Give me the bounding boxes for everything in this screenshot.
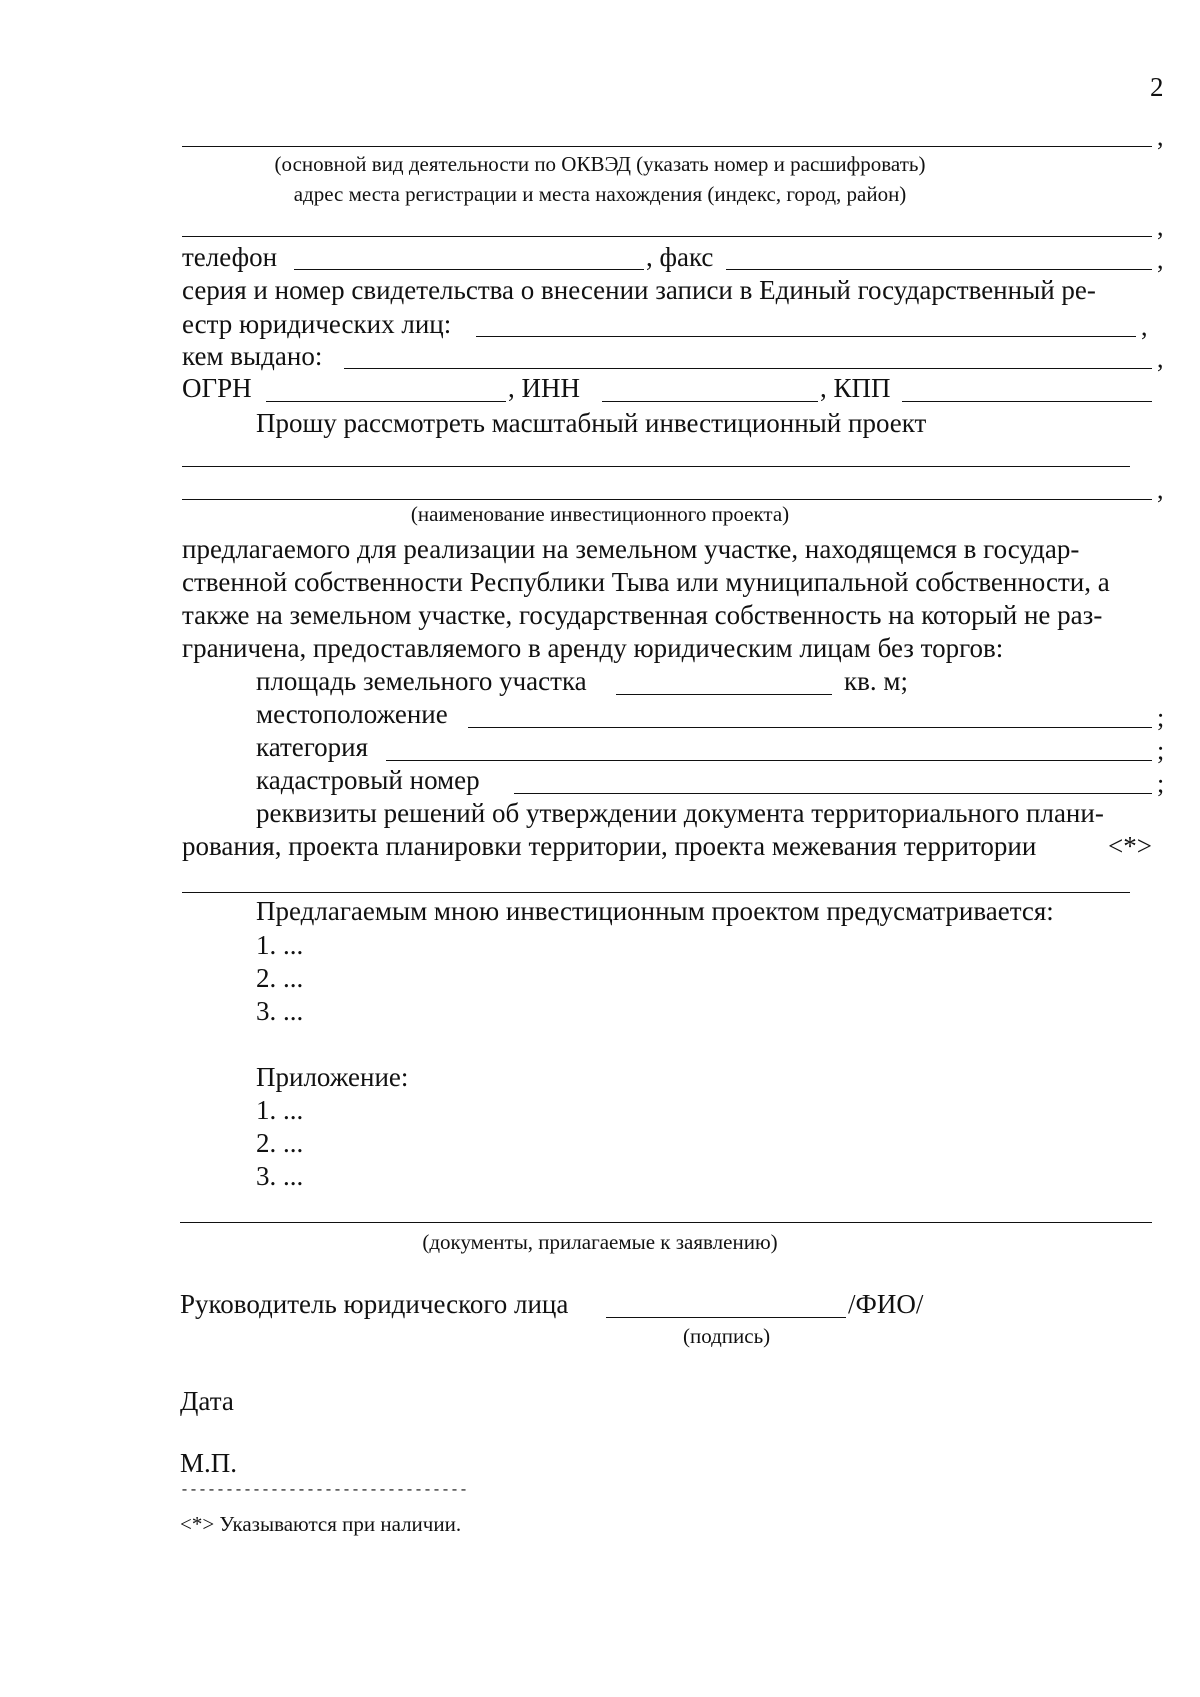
provides-item-1: 1. ... <box>256 930 304 960</box>
okved-comma: , <box>1157 122 1164 151</box>
requisites-field-line[interactable] <box>182 892 1130 893</box>
provides-item-2: 2. ... <box>256 963 304 993</box>
address-caption: адрес места регистрации и места нахождения (индекс, город, район) <box>293 182 907 206</box>
appendix-item-1: 1. ... <box>256 1095 304 1125</box>
okved-field-line[interactable] <box>182 146 1152 147</box>
documents-field-line[interactable] <box>180 1222 1152 1223</box>
phone-field-line[interactable] <box>294 269 644 270</box>
certificate-label-line1: серия и номер свидетельства о внесении записи в Единый государственный ре- <box>182 275 1096 305</box>
area-label: площадь земельного участка <box>256 666 587 696</box>
fax-field-line[interactable] <box>726 269 1152 270</box>
fio-label: /ФИО/ <box>848 1289 924 1319</box>
location-semicolon: ; <box>1157 703 1165 732</box>
date-label: Дата <box>180 1386 234 1416</box>
issued-by-comma: , <box>1157 344 1164 373</box>
cadastral-label: кадастровый номер <box>256 765 480 795</box>
fax-comma: , <box>1157 245 1164 274</box>
area-unit: кв. м; <box>844 666 908 696</box>
head-label: Руководитель юридического лица <box>180 1289 569 1319</box>
certificate-field-line[interactable] <box>476 336 1136 337</box>
paragraph-line-3: также на земельном участке, государственная собственность на который не раз- <box>182 600 1103 630</box>
category-label: категория <box>256 732 369 762</box>
issued-by-label: кем выдано: <box>182 341 323 371</box>
inn-label: , ИНН <box>508 373 580 403</box>
signature-field-line[interactable] <box>606 1317 846 1318</box>
paragraph-line-4: граничена, предоставляемого в аренду юридическим лицам без торгов: <box>182 633 1004 663</box>
issued-by-field-line[interactable] <box>344 368 1152 369</box>
requisites-footnote-mark: <*> <box>1108 831 1152 861</box>
address-comma: , <box>1157 212 1164 241</box>
area-field-line[interactable] <box>616 694 832 695</box>
project-name-comma: , <box>1157 475 1164 504</box>
requisites-line-2: рования, проекта планировки территории, проекта межевания территории <box>182 831 1037 861</box>
footnote-separator: -------------------------------- <box>180 1482 469 1499</box>
inn-field-line[interactable] <box>602 401 818 402</box>
okved-caption: (основной вид деятельности по ОКВЭД (указать номер и расшифровать) <box>274 152 926 176</box>
location-label: местоположение <box>256 699 448 729</box>
paragraph-line-1: предлагаемого для реализации на земельном участке, находящемся в государ- <box>182 534 1080 564</box>
project-name-caption: (наименование инвестиционного проекта) <box>410 502 790 526</box>
project-name-field-line1[interactable] <box>182 466 1130 467</box>
stamp-label: М.П. <box>180 1448 238 1478</box>
requisites-line-1: реквизиты решений об утверждении документа территориального плани- <box>256 798 1104 828</box>
documents-caption: (документы, прилагаемые к заявлению) <box>422 1230 778 1254</box>
ogrn-field-line[interactable] <box>266 401 506 402</box>
address-field-line[interactable] <box>182 236 1152 237</box>
cadastral-semicolon: ; <box>1157 769 1165 798</box>
certificate-label-line2: естр юридических лиц: <box>182 309 452 339</box>
footnote-text: <*> Указываются при наличии. <box>180 1512 462 1536</box>
ogrn-label: ОГРН <box>182 373 252 403</box>
appendix-item-3: 3. ... <box>256 1161 304 1191</box>
category-semicolon: ; <box>1157 736 1165 765</box>
category-field-line[interactable] <box>386 760 1152 761</box>
kpp-field-line[interactable] <box>902 401 1152 402</box>
location-field-line[interactable] <box>468 727 1152 728</box>
signature-caption: (подпись) <box>683 1324 771 1348</box>
provides-text: Предлагаемым мною инвестиционным проектом предусматривается: <box>256 896 1054 926</box>
kpp-label: , КПП <box>820 373 891 403</box>
cadastral-field-line[interactable] <box>514 793 1152 794</box>
paragraph-line-2: ственной собственности Республики Тыва или муниципальной собственности, а <box>182 567 1110 597</box>
request-text: Прошу рассмотреть масштабный инвестиционный проект <box>256 408 927 438</box>
provides-item-3: 3. ... <box>256 996 304 1026</box>
page-number: 2 <box>1150 72 1164 102</box>
project-name-field-line2[interactable] <box>182 499 1152 500</box>
certificate-comma: , <box>1141 312 1148 341</box>
appendix-label: Приложение: <box>256 1062 409 1092</box>
fax-label: , факс <box>646 242 714 272</box>
phone-label: телефон <box>182 242 278 272</box>
appendix-item-2: 2. ... <box>256 1128 304 1158</box>
